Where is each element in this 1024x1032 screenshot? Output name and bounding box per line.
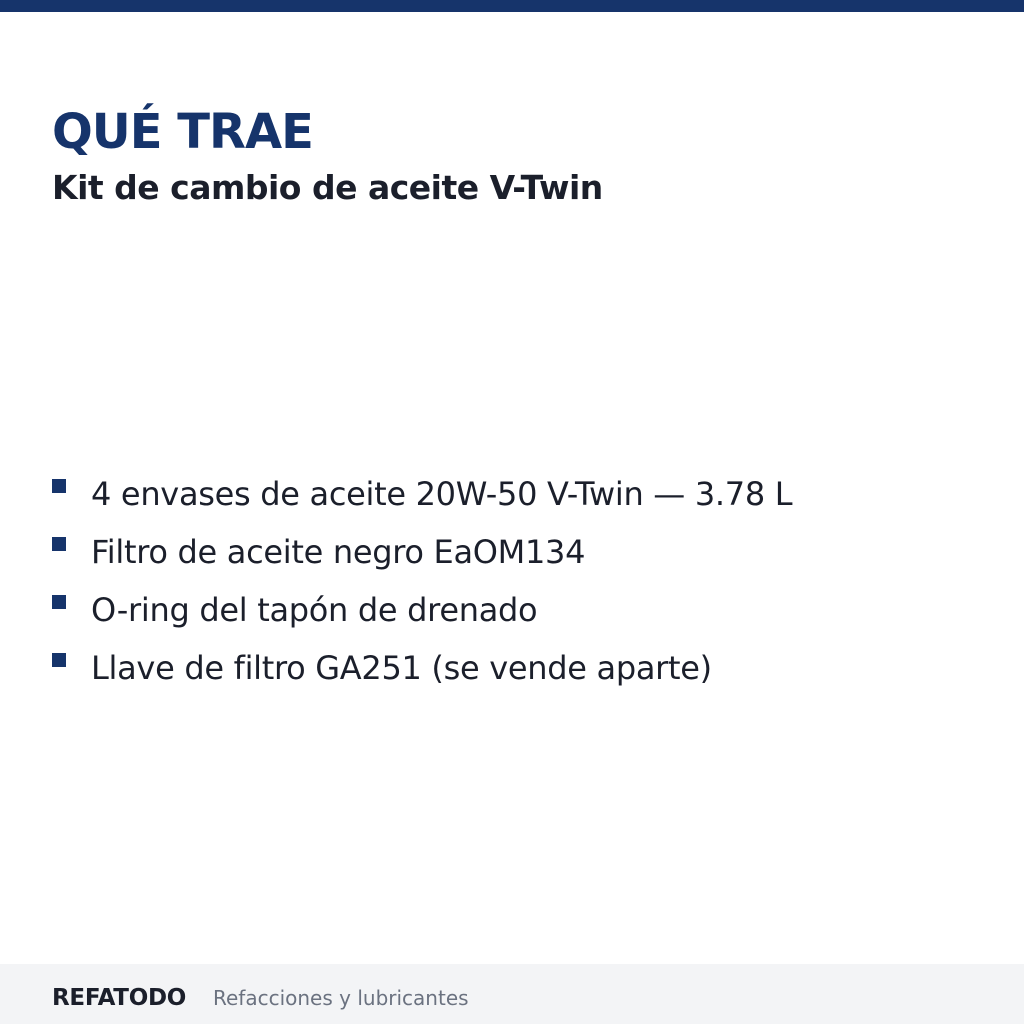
list-item bbox=[52, 524, 792, 582]
brand-name: REFATODO bbox=[52, 985, 186, 1011]
square-bullet-icon bbox=[52, 653, 66, 667]
page-title: QUÉ TRAE bbox=[52, 104, 313, 160]
square-bullet-icon bbox=[52, 595, 66, 609]
page-subtitle: Kit de cambio de aceite V-Twin bbox=[52, 168, 603, 207]
square-bullet-icon bbox=[52, 479, 66, 493]
contents-list bbox=[52, 466, 792, 698]
list-item-label: Llave de filtro GA251 (se vende aparte) bbox=[91, 649, 712, 687]
list-item-label: O-ring del tapón de drenado bbox=[91, 591, 538, 629]
footer-bar bbox=[0, 964, 1024, 1024]
list-item-label: 4 envases de aceite 20W-50 V-Twin — 3.78 L bbox=[91, 475, 793, 513]
list-item bbox=[52, 466, 792, 524]
brand-tagline: Refacciones y lubricantes bbox=[213, 986, 469, 1010]
list-item-label: Filtro de aceite negro EaOM134 bbox=[91, 533, 586, 571]
list-item bbox=[52, 582, 792, 640]
square-bullet-icon bbox=[52, 537, 66, 551]
top-accent-bar bbox=[0, 0, 1024, 12]
list-item bbox=[52, 640, 792, 698]
